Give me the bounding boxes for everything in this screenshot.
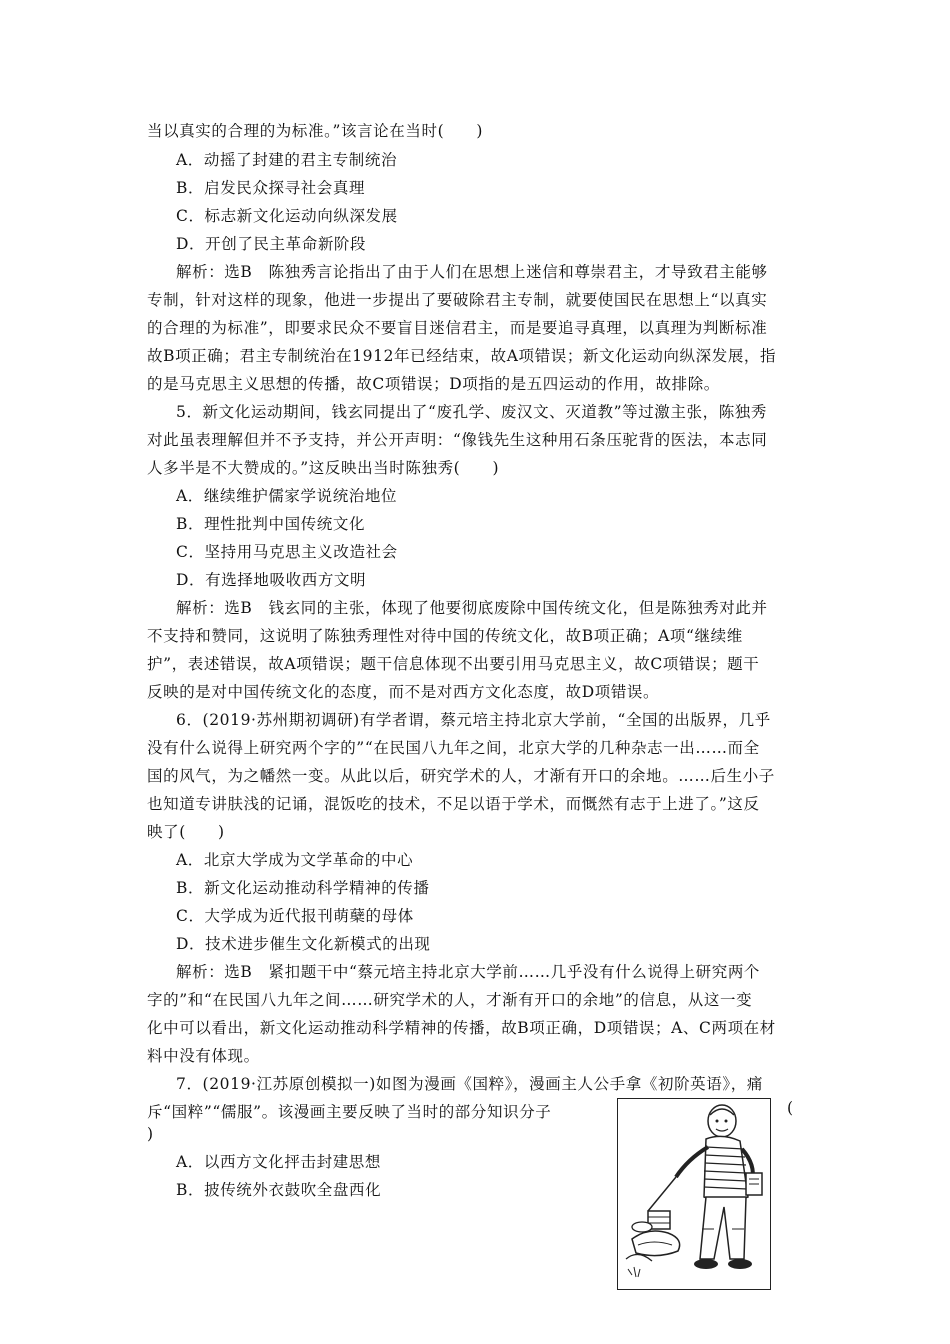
q6-stem-line: 6．(2019·苏州期初调研)有学者谓，蔡元培主持北京大学前，“全国的出版界，几乎 xyxy=(176,711,771,729)
q7-stem-line: 斥“国粹”“儒服”。该漫画主要反映了当时的部分知识分子 xyxy=(147,1103,552,1121)
q7-stem-line: 7．(2019·江苏原创模拟一)如图为漫画《国粹》，漫画主人公手拿《初阶英语》，痛 xyxy=(176,1075,763,1093)
q7-paren-close: ) xyxy=(147,1125,154,1143)
q4-option-b: B．启发民众探寻社会真理 xyxy=(176,179,366,197)
q6-stem-line: 国的风气，为之幡然一变。从此以后，研究学术的人，才渐有开口的余地。……后生小子 xyxy=(147,767,775,785)
q7-option-a: A．以西方文化抨击封建思想 xyxy=(176,1153,381,1171)
q6-option-d: D．技术进步催生文化新模式的出现 xyxy=(176,935,431,953)
guocui-cartoon-image xyxy=(617,1098,771,1290)
q6-stem-line: 映了( ) xyxy=(147,823,225,841)
q5-analysis-line: 不支持和赞同，这说明了陈独秀理性对待中国的传统文化，故B项正确；A项“继续维 xyxy=(147,627,743,645)
q5-option-b: B．理性批判中国传统文化 xyxy=(176,515,366,533)
q4-analysis-line: 的合理的为标准”，即要求民众不要盲目迷信君主，而是要追寻真理，以真理为判断标准 xyxy=(147,319,768,337)
q5-option-d: D．有选择地吸收西方文明 xyxy=(176,571,367,589)
q5-analysis-line: 反映的是对中国传统文化的态度，而不是对西方文化态度，故D项错误。 xyxy=(147,683,660,701)
q5-stem-line: 人多半是不大赞成的。”这反映出当时陈独秀( ) xyxy=(147,459,500,477)
q4-option-a: A．动摇了封建的君主专制统治 xyxy=(176,151,398,169)
q4-option-c: C．标志新文化运动向纵深发展 xyxy=(176,207,398,225)
q7-option-b: B．披传统外衣鼓吹全盘西化 xyxy=(176,1181,382,1199)
q5-stem-line: 对此虽表理解但并不予支持，并公开声明：“像钱先生这种用石条压驼背的医法，本志同 xyxy=(147,431,768,449)
q5-stem-line: 5．新文化运动期间，钱玄同提出了“废孔学、废汉文、灭道教”等过激主张，陈独秀 xyxy=(176,403,768,421)
q6-analysis-line: 化中可以看出，新文化运动推动科学精神的传播，故B项正确，D项错误；A、C两项在材 xyxy=(147,1019,776,1037)
q5-analysis-line: 解析：选B 钱玄同的主张，体现了他要彻底废除中国传统文化，但是陈独秀对此并 xyxy=(176,599,768,617)
q6-option-c: C．大学成为近代报刊萌蘖的母体 xyxy=(176,907,414,925)
q6-analysis-line: 解析：选B 紧扣题干中“蔡元培主持北京大学前……几乎没有什么说得上研究两个 xyxy=(176,963,761,981)
q6-stem-line: 没有什么说得上研究两个字的”“在民国八九年之间，北京大学的几种杂志一出……而全 xyxy=(147,739,760,757)
q6-analysis-line: 字的”和“在民国八九年之间……研究学术的人，才渐有开口的余地”的信息，从这一变 xyxy=(147,991,753,1009)
q4-analysis-line: 的是马克思主义思想的传播，故C项错误；D项指的是五四运动的作用，故排除。 xyxy=(147,375,720,393)
q4-option-d: D．开创了民主革命新阶段 xyxy=(176,235,367,253)
q6-option-b: B．新文化运动推动科学精神的传播 xyxy=(176,879,430,897)
q7-paren-open: ( xyxy=(787,1099,794,1117)
q4-stem-end: 当以真实的合理的为标准。”该言论在当时( ) xyxy=(147,122,484,140)
q5-option-a: A．继续维护儒家学说统治地位 xyxy=(176,487,398,505)
q5-option-c: C．坚持用马克思主义改造社会 xyxy=(176,543,398,561)
q6-option-a: A．北京大学成为文学革命的中心 xyxy=(176,851,414,869)
q6-stem-line: 也知道专讲肤浅的记诵，混饭吃的技术，不足以语于学术，而慨然有志于上进了。”这反 xyxy=(147,795,760,813)
q4-analysis-line: 专制，针对这样的现象，他进一步提出了要破除君主专制，就要使国民在思想上“以真实 xyxy=(147,291,768,309)
q4-analysis-line: 解析：选B 陈独秀言论指出了由于人们在思想上迷信和尊崇君主，才导致君主能够 xyxy=(176,263,768,281)
cartoon-figure-illustration xyxy=(618,1099,770,1289)
q6-analysis-line: 料中没有体现。 xyxy=(147,1047,260,1065)
q4-analysis-line: 故B项正确；君主专制统治在1912年已经结束，故A项错误；新文化运动向纵深发展，指 xyxy=(147,347,777,365)
q5-analysis-line: 护”，表述错误，故A项错误；题干信息体现不出要引用马克思主义，故C项错误；题干 xyxy=(147,655,760,673)
